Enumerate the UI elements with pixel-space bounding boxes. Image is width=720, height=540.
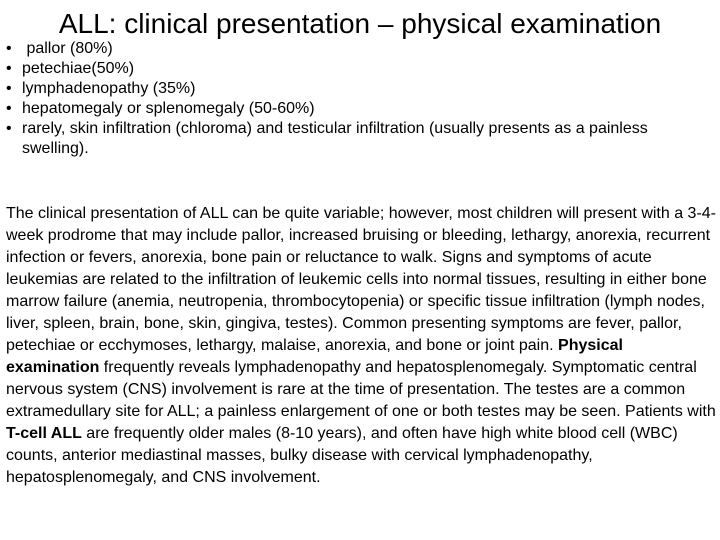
- bullet-list: [6, 39, 706, 159]
- bullet-item: [6, 79, 706, 99]
- bullet-marker: •: [6, 100, 12, 117]
- bullet-text: hepatomegaly or splenomegaly (50-60%): [22, 100, 315, 117]
- paragraph-bold-text: T-cell ALL: [6, 425, 82, 442]
- bullet-text: petechiae(50%): [22, 60, 135, 77]
- bullet-item: [6, 119, 706, 159]
- bullet-marker: •: [6, 40, 12, 57]
- bullet-text: lymphadenopathy (35%): [22, 80, 196, 97]
- bullet-text: pallor (80%): [22, 40, 113, 57]
- bullet-item: [6, 59, 706, 79]
- paragraph-text: frequently reveals lymphadenopathy and hepatosplenomegaly. Symptomatic central nervous system (CNS) involvement is rare at the time of presentation. The testes are a common extramedullary site for ALL; a painless enlargement of one or both testes may be seen. Patients with: [6, 359, 716, 420]
- bullet-item: [6, 39, 706, 59]
- slide-title: ALL: clinical presentation – physical examination: [58, 8, 662, 39]
- paragraph-text: The clinical presentation of ALL can be quite variable; however, most children will present with a 3-4-week prodrome that may include pallor, increased bruising or bleeding, lethargy, anorexia, recurrent infection or fevers, anorexia, bone pain or reluctance to walk. Signs and symptoms of acute leukemias are related to the infiltration of leukemic cells into normal tissues, resulting in either bone marrow failure (anemia, neutropenia, thrombocytopenia) or specific tissue infiltration (lymph nodes, liver, spleen, brain, bone, skin, gingiva, testes). Common presenting symptoms are fever, pallor, petechiae or ecchymoses, lethargy, malaise, anorexia, and bone or joint pain.: [6, 205, 717, 354]
- bullet-text: rarely, skin infiltration (chloroma) and testicular infiltration (usually presents as a painless swelling).: [22, 120, 648, 157]
- bullet-marker: •: [6, 120, 12, 137]
- body-paragraph: [6, 203, 716, 489]
- bullet-marker: •: [6, 80, 12, 97]
- paragraph-bold-text: Physical examination: [6, 337, 623, 376]
- paragraph-text: are frequently older males (8-10 years), and often have high white blood cell (WBC) counts, anterior mediastinal masses, bulky disease with cervical lymphadenopathy, hepatosplenomegaly, and CNS involvement.: [6, 425, 678, 486]
- bullet-item: [6, 99, 706, 119]
- bullet-marker: •: [6, 60, 12, 77]
